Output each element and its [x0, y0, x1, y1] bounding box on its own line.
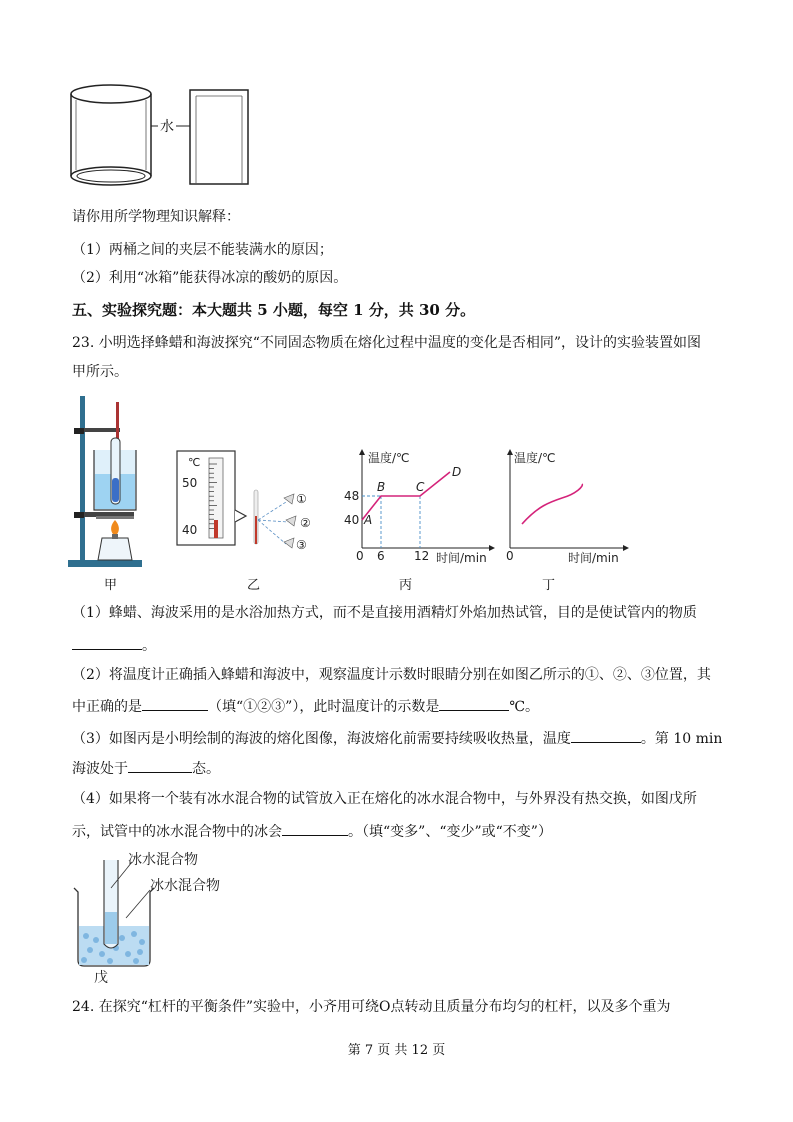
- bing-y48: 48: [344, 489, 360, 503]
- blank-4[interactable]: [571, 727, 641, 743]
- bing-point-c: C: [416, 480, 425, 494]
- q23-p2-line1: （2）将温度计正确插入蜂蜡和海波中，观察温度计示数时眼睛分别在如图乙所示的①、②、③位置，其: [72, 667, 711, 683]
- caption-yi: 乙: [247, 578, 261, 593]
- yi-tick40: 40: [182, 523, 198, 537]
- explain-q1: （1）两桶之间的夹层不能装满水的原因；: [72, 242, 333, 258]
- figure-wu: [66, 848, 256, 988]
- caption-bing: 丙: [399, 578, 413, 593]
- wu-label-outer: 冰水混合物: [150, 878, 220, 894]
- stand-base: [68, 560, 142, 567]
- bing-x12: 12: [414, 549, 430, 563]
- bing-x6: 6: [377, 549, 385, 563]
- outer-bucket: [190, 90, 248, 184]
- water-label: 水: [160, 119, 174, 135]
- q23-line2: 甲所示。: [72, 364, 128, 380]
- figure-yi: [176, 450, 326, 550]
- wu-label-inner: 冰水混合物: [128, 852, 198, 868]
- eye-2: ②: [300, 516, 311, 530]
- q23-p4-line2: 示，试管中的冰水混合物中的冰会 。（填“变多”、“变少”或“不变”）: [72, 820, 552, 842]
- bucket-figure: [60, 80, 260, 195]
- blank-5[interactable]: [128, 757, 192, 773]
- wu-caption: 戊: [94, 970, 108, 986]
- q23-p2-line2: 中正确的是 （填“①②③”），此时温度计的示数是 ℃。: [72, 695, 539, 717]
- caption-jia: 甲: [104, 578, 118, 593]
- stand-rod: [80, 396, 85, 562]
- page-footer: 第 7 页 共 12 页: [347, 1043, 446, 1058]
- blank-3[interactable]: [439, 695, 509, 711]
- eye-3: ③: [296, 538, 307, 550]
- explain-intro: 请你用所学物理知识解释：: [72, 209, 240, 225]
- section-heading: 五、实验探究题：本大题共 5 小题，每空 1 分，共 30 分。: [72, 301, 476, 319]
- bing-ylabel: 温度/℃: [368, 451, 410, 465]
- bing-x0: 0: [356, 549, 364, 563]
- bing-point-b: B: [377, 480, 386, 494]
- ding-x0: 0: [506, 549, 514, 563]
- bing-point-a: A: [364, 513, 373, 527]
- q23-p3-line1: （3）如图丙是小明绘制的海波的熔化图像，海波熔化前需要持续吸收热量，温度 。第 10 min: [72, 727, 722, 749]
- caption-ding: 丁: [542, 578, 556, 593]
- figure-ding: [498, 444, 638, 574]
- yi-tick50: 50: [182, 476, 198, 490]
- yi-mercury: [214, 520, 218, 538]
- ding-curve: [522, 484, 582, 524]
- blank-2[interactable]: [142, 695, 208, 711]
- explain-q2: （2）利用“冰箱”能获得冰凉的酸奶的原因。: [72, 270, 348, 286]
- bing-y40: 40: [344, 513, 360, 527]
- bing-point-d: D: [452, 465, 462, 479]
- ding-ylabel: 温度/℃: [514, 451, 556, 465]
- bing-curve: [362, 472, 450, 520]
- q23-p1-line1: （1）蜂蜡、海波采用的是水浴加热方式，而不是直接用酒精灯外焰加热试管，目的是使试管内的物质: [72, 605, 697, 621]
- figure-bing: [340, 444, 500, 574]
- q23-line1: 23. 小明选择蜂蜡和海波探究“不同固态物质在熔化过程中温度的变化是否相同”，设计的实验装置如图: [72, 335, 702, 351]
- inner-bucket-rim: [71, 85, 151, 103]
- figure-jia: [66, 394, 146, 594]
- eye-1: ①: [296, 492, 307, 506]
- blank-1[interactable]: [72, 634, 142, 650]
- q23-p3-line2: 海波处于 态。: [72, 757, 220, 779]
- q23-p4-line1: （4）如果将一个装有冰水混合物的试管放入正在熔化的冰水混合物中，与外界没有热交换，如图戊所: [72, 791, 697, 807]
- yi-unit: ℃: [188, 456, 201, 469]
- q24-line1: 24. 在探究“杠杆的平衡条件”实验中，小齐用可绕O点转动且质量分布均匀的杠杆，以及多个重为: [72, 999, 671, 1015]
- blank-6[interactable]: [282, 820, 348, 836]
- q23-p1-line2: 。: [72, 634, 156, 656]
- bing-xlabel: 时间/min: [436, 551, 487, 565]
- ding-xlabel: 时间/min: [568, 551, 619, 565]
